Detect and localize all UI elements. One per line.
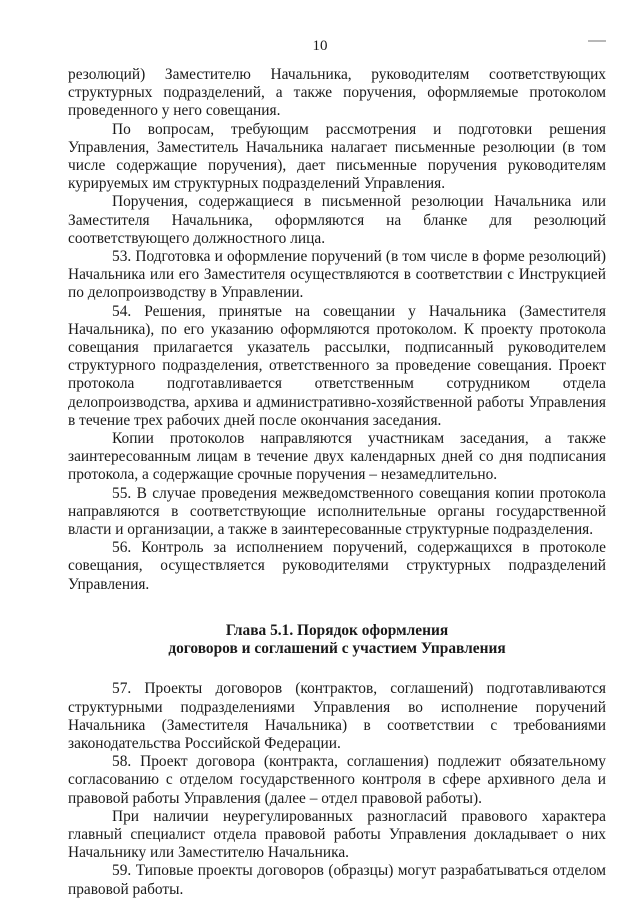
- paragraph: Копии протоколов направляются участникам заседания, а также заинтересованным лицам в течение двух календарных дней со дня подписания протокола, а содержащие срочные поручения – незамедлительно.: [68, 430, 606, 484]
- page-number: 10: [312, 38, 328, 54]
- document-body: [68, 66, 606, 899]
- paragraph: По вопросам, требующим рассмотрения и подготовки решения Управления, Заместитель Начальника налагает письменные резолюции (в том числе содержащие поручения), дает письменные поручения руководителям курируемых им структурных подразделений Управления.: [68, 120, 606, 193]
- paragraph-56: 56. Контроль за исполнением поручений, содержащихся в протоколе совещания, осуществляется руководителями структурных подразделений Управления.: [68, 539, 606, 593]
- chapter-title-line-1: Глава 5.1. Порядок оформления: [225, 621, 449, 639]
- paragraph-59: 59. Типовые проекты договоров (образцы) могут разрабатываться отделом правовой работы.: [68, 862, 606, 898]
- paragraph-54: 54. Решения, принятые на совещании у Начальника (Заместителя Начальника), по его указанию оформляются протоколом. К проекту протокола совещания прилагается указатель рассылки, подписанный руководителем структурного подразделения, ответственного за проведение совещания. Проект протокола подготавливается ответственным сотрудником отдела делопроизводства, архива и административно-хозяйственной работы Управления в течение трех рабочих дней после окончания заседания.: [68, 302, 606, 429]
- chapter-title-line-2: договоров и соглашений с участием Управления: [168, 640, 506, 658]
- paragraph-continuation: резолюций) Заместителю Начальника, руководителям соответствующих структурных подразделений, а также поручения, оформляемые протоколом проведенного у него совещания.: [68, 66, 606, 120]
- paragraph: При наличии неурегулированных разногласий правового характера главный специалист отдела правовой работы Управления докладывает о них Начальнику или Заместителю Начальника.: [68, 807, 606, 862]
- paragraph-58: 58. Проект договора (контракта, соглашения) подлежит обязательному согласованию с отделом государственного контроля в сфере архивного дела и правовой работы Управления (далее – отдел правовой работы).: [68, 753, 606, 807]
- paragraph-53: 53. Подготовка и оформление поручений (в том числе в форме резолюций) Начальника или его Заместителя осуществляются в соответствии с Инструкцией по делопроизводству в Управлении.: [68, 248, 606, 302]
- paragraph-57: 57. Проекты договоров (контрактов, соглашений) подготавливаются структурными подразделениями Управления во исполнение поручений Начальника (Заместителя Начальника) в соответствии с требованиями законодательства Российской Федерации.: [68, 680, 606, 752]
- chapter-heading: [68, 622, 606, 658]
- paragraph: Поручения, содержащиеся в письменной резолюции Начальника или Заместителя Начальника, оформляются на бланке для резолюций соответствующего должностного лица.: [68, 193, 606, 247]
- paragraph-55: 55. В случае проведения межведомственного совещания копии протокола направляются в соответствующие исполнительные органы государственной власти и организации, а также в заинтересованные структурные подразделения.: [68, 484, 606, 539]
